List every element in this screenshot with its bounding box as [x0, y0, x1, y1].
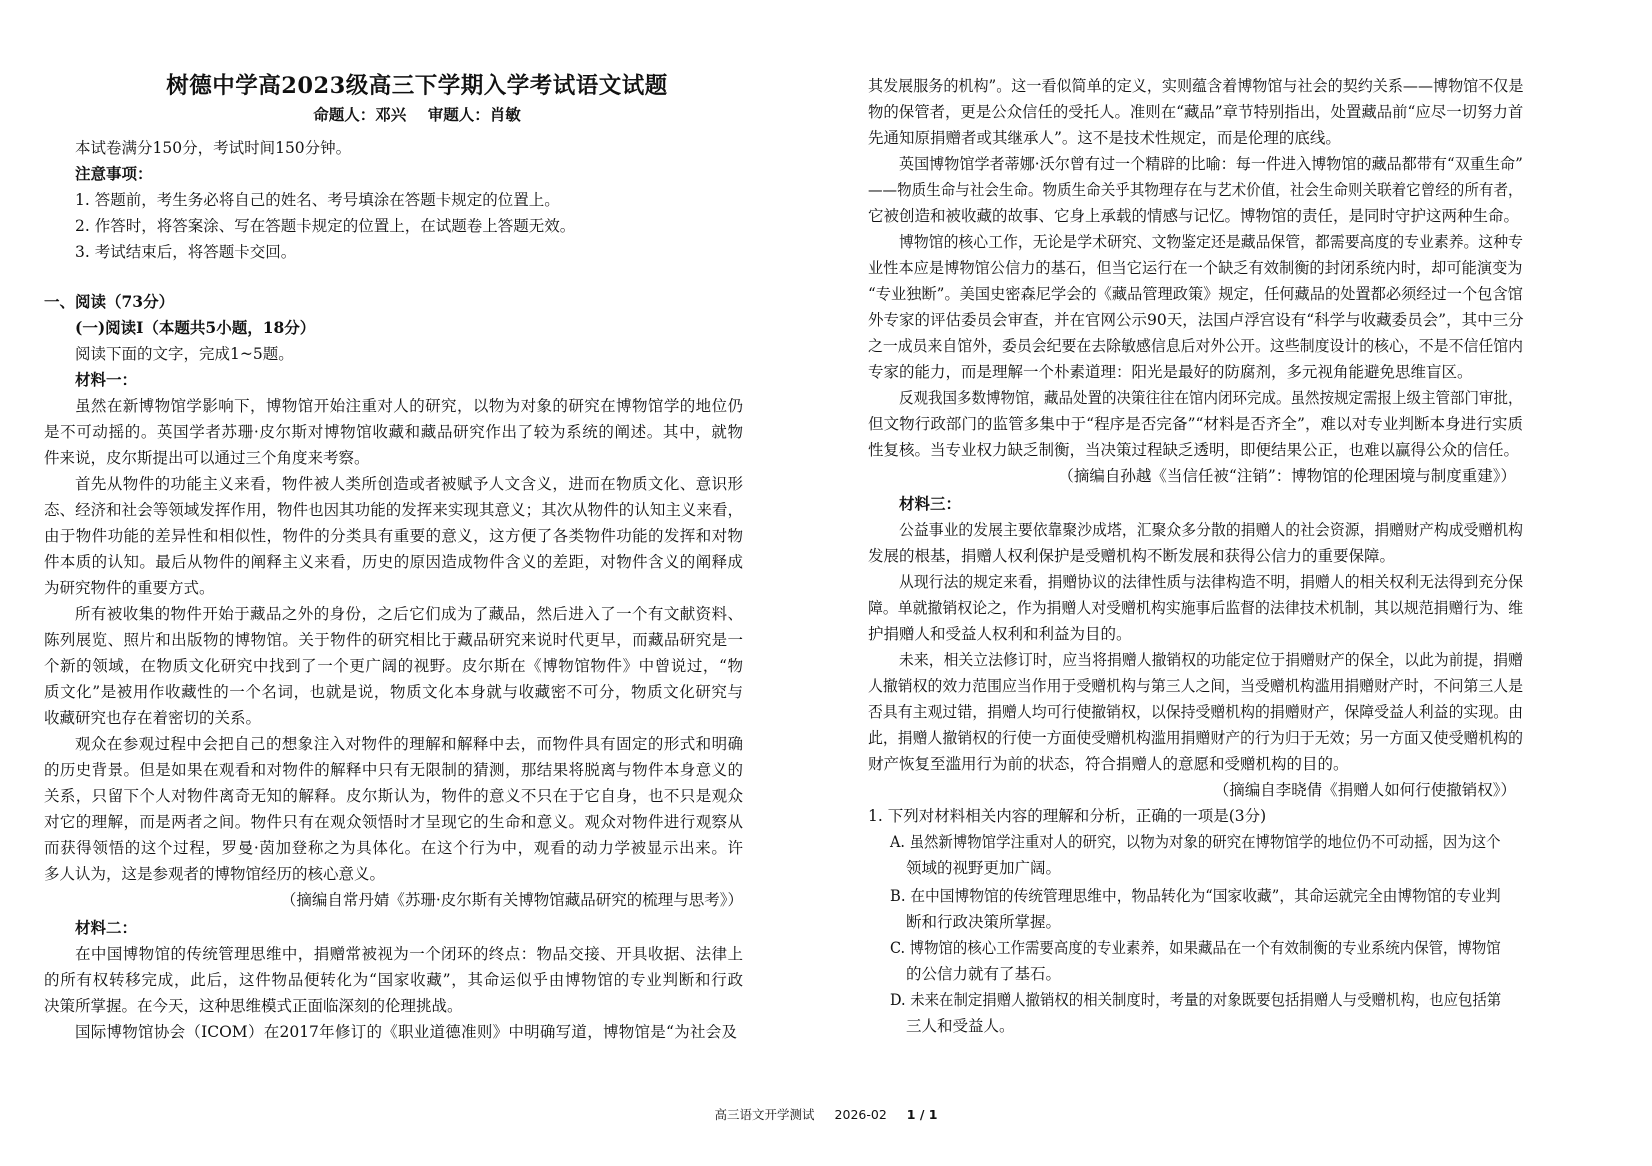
text-line: 的公信力就有了基石。 — [906, 965, 1062, 983]
text-line: 的所有权转移完成，此后，这件物品便转化为“国家收藏”，其命运似乎由博物馆的专业判断和行政 — [44, 971, 743, 989]
text-line: 护捐赠人和受益人权利和利益为目的。 — [868, 625, 1132, 643]
text-line: 多人认为，这是参观者的博物馆经历的核心意义。 — [44, 865, 386, 883]
text-line: 先通知原捐赠者或其继承人”。这不是技术性规定，而是伦理的底线。 — [868, 129, 1341, 147]
text-line: 为研究物件的重要方式。 — [44, 579, 215, 597]
text-line: 其发展服务的机构”。这一看似简单的定义，实则蕴含着博物馆与社会的契约关系——博物馆不仅是 — [868, 77, 1524, 95]
text-line: 财产恢复至滥用行为前的状态，符合捐赠人的意愿和受赠机构的目的。 — [868, 755, 1349, 773]
text-line: 发展的根基，捐赠人权利保护是受赠机构不断发展和获得公信力的重要保障。 — [868, 547, 1396, 565]
text-line: 阅读下面的文字，完成1~5题。 — [75, 345, 294, 363]
text-line: 断和行政决策所掌握。 — [906, 913, 1062, 931]
text-line: 反观我国多数博物馆，藏品处置的决策往往在馆内闭环完成。虽然按规定需报上级主管部门审批， — [899, 389, 1523, 407]
text-line: 博物馆的核心工作，无论是学术研究、文物鉴定还是藏品保管，都需要高度的专业素养。这种专 — [899, 233, 1523, 251]
text-line: 对它的理解，而是两者之间。物件只有在观众领悟时才呈现它的生命和意义。观众对物件进行观察从 — [44, 813, 743, 831]
text-line: 是不可动摇的。英国学者苏珊·皮尔斯对博物馆收藏和藏品研究作出了较为系统的阐述。其中，就物 — [44, 423, 743, 441]
text-line: 所有被收集的物件开始于藏品之外的身份，之后它们成为了藏品，然后进入了一个有文献资料、 — [75, 605, 743, 623]
text-line: 陈列展览、照片和出版物的博物馆。关于物件的研究相比于藏品研究来说时代更早，而藏品研究是一 — [44, 631, 743, 649]
reviewer: 审题人：肖敏 — [427, 105, 521, 124]
footer-date: 2026-02 — [834, 1107, 887, 1122]
text-line: （摘编自李晓倩《捐赠人如何行使撤销权》） — [1213, 781, 1516, 799]
text-line: 业性本应是博物馆公信力的基石，但当它运行在一个缺乏有效制衡的封闭系统内时，却可能演变为 — [868, 259, 1523, 277]
text-line: 障。单就撤销权论之，作为捐赠人对受赠机构实施事后监督的法律技术机制，其以规范捐赠行为、维 — [868, 599, 1524, 617]
text-line: 从现行法的规定来看，捐赠协议的法律性质与法律构造不明，捐赠人的相关权利无法得到充分保 — [899, 573, 1523, 591]
text-line: （摘编自孙越《当信任被“注销”：博物馆的伦理困境与制度重建》） — [1058, 467, 1516, 485]
text-line: 关系，只留下个人对物件离奇无知的解释。皮尔斯认为，物件的意义不只在于它自身，也不只是观众 — [44, 787, 743, 805]
text-line: ——物质生命与社会生命。物质生命关乎其物理存在与艺术价值，社会生命则关联着它曾经的所有者， — [868, 181, 1523, 199]
footer-subject: 高三语文开学测试 — [714, 1107, 815, 1122]
text-line: 否具有主观过错，捐赠人均可行使撤销权，以保持受赠机构的捐赠财产，保障受益人利益的实现。由 — [868, 703, 1524, 721]
text-line: 英国博物馆学者蒂娜·沃尔曾有过一个精辟的比喻：每一件进入博物馆的藏品都带有“双重生命” — [899, 155, 1523, 173]
text-line: 由于物件功能的差异性和相似性，物件的分类具有重要的意义，这方便了各类物件功能的发挥和对物 — [44, 527, 743, 545]
text-line: 首先从物件的功能主义来看，物件被人类所创造或者被赋予人文含义，进而在物质文化、意识形 — [75, 475, 743, 493]
text-line: 公益事业的发展主要依靠聚沙成塔，汇聚众多分散的捐赠人的社会资源，捐赠财产构成受赠机构 — [899, 521, 1523, 539]
setter: 命题人：邓兴 — [313, 105, 407, 124]
text-line: 材料二： — [75, 918, 138, 937]
text-line: 国际博物馆协会（ICOM）在2017年修订的《职业道德准则》中明确写道，博物馆是“为社会及 — [75, 1023, 737, 1041]
text-line: 虽然在新博物馆学影响下，博物馆开始注重对人的研究，以物为对象的研究在博物馆学的地位仍 — [75, 397, 743, 415]
text-line: 一、阅读（73分） — [44, 292, 175, 311]
text-line: 材料一： — [75, 370, 138, 389]
text-line: 之一成员来自馆外，委员会纪要在去除敏感信息后对外公开。这些制度设计的核心，不是不信任馆内 — [868, 337, 1524, 355]
text-line: 领域的视野更加广阔。 — [906, 859, 1062, 877]
text-line: 外专家的评估委员会审查，并在官网公示90天，法国卢浮宫设有“科学与收藏委员会”，其中三分 — [868, 311, 1524, 329]
text-line: 件来说，皮尔斯提出可以通过三个角度来考察。 — [44, 449, 370, 467]
text-line: 决策所掌握。在今天，这种思维模式正面临深刻的伦理挑战。 — [44, 997, 463, 1015]
text-line: B. 在中国博物馆的传统管理思维中，物品转化为“国家收藏”，其命运就完全由博物馆的专业判 — [890, 887, 1501, 905]
text-line: 收藏研究也存在着密切的关系。 — [44, 709, 262, 727]
text-line: “专业独断”。美国史密森尼学会的《藏品管理政策》规定，任何藏品的处置都必须经过一个包含馆 — [868, 285, 1523, 303]
text-line: D. 未来在制定捐赠人撤销权的相关制度时，考量的对象既要包括捐赠人与受赠机构，也应包括第 — [890, 991, 1502, 1009]
text-line: 注意事项： — [75, 164, 153, 183]
text-line: （摘编自常丹婧《苏珊·皮尔斯有关博物馆藏品研究的梳理与思考》） — [280, 891, 743, 909]
text-line: 的历史背景。但是如果在观看和对物件的解释中只有无限制的猜测，那结果将脱离与物件本身意义的 — [44, 761, 743, 779]
text-line: 而获得领悟的这个过程，罗曼·茵加登称之为具体化。在这个行为中，观看的动力学被显示出来。许 — [44, 839, 743, 857]
text-line: 它被创造和被收藏的故事、它身上承载的情感与记忆。博物馆的责任，是同时守护这两种生命。 — [868, 207, 1520, 225]
text-line: 物的保管者，更是公众信任的受托人。准则在“藏品”章节特别指出，处置藏品前“应尽一切努力首 — [868, 103, 1524, 121]
text-line: A. 虽然新博物馆学注重对人的研究，以物为对象的研究在博物馆学的地位仍不可动摇，因为这个 — [890, 833, 1501, 851]
text-line: 三人和受益人。 — [906, 1017, 1015, 1035]
text-line: 在中国博物馆的传统管理思维中，捐赠常被视为一个闭环的终点：物品交接、开具收据、法律上 — [75, 945, 743, 963]
text-line: 2. 作答时，将答案涂、写在答题卡规定的位置上，在试题卷上答题无效。 — [75, 217, 576, 235]
footer-page: 1 / 1 — [906, 1107, 938, 1122]
text-line: 未来，相关立法修订时，应当将捐赠人撤销权的功能定位于捐赠财产的保全，以此为前提，捐赠 — [899, 651, 1523, 669]
text-line: 件本质的认知。最后从物件的阐释主义来看，历史的原因造成物件含义的差距，对物件含义的阐释成 — [44, 553, 743, 571]
text-line: 但文物行政部门的监管多集中于“程序是否完备”“材料是否齐全”，难以对专业判断本身进行实质 — [868, 415, 1523, 433]
text-line: (一)阅读Ⅰ（本题共5小题，18分） — [75, 318, 316, 337]
text-line: 材料三： — [899, 494, 962, 513]
text-line: 3. 考试结束后，将答题卡交回。 — [75, 243, 297, 261]
text-line: 观众在参观过程中会把自己的想象注入对物件的理解和解释中去，而物件具有固定的形式和明确 — [75, 735, 743, 753]
text-line: 质文化”是被用作收藏性的一个名词，也就是说，物质文化本身就与收藏密不可分，物质文化研究与 — [44, 683, 743, 701]
text-line: 本试卷满分150分，考试时间150分钟。 — [75, 139, 352, 157]
text-line: 1. 答题前，考生务必将自己的姓名、考号填涂在答题卡规定的位置上。 — [75, 191, 560, 209]
text-line: C. 博物馆的核心工作需要高度的专业素养，如果藏品在一个有效制衡的专业系统内保管，博物馆 — [890, 939, 1501, 957]
authors-line — [44, 103, 790, 127]
text-line: 性复核。当专业权力缺乏制衡，当决策过程缺乏透明，即便结果公正，也难以赢得公众的信任。 — [868, 441, 1520, 459]
exam-title: 树德中学高2023级高三下学期入学考试语文试题 — [166, 73, 668, 99]
text-line: 专家的能力，而是理解一个朴素道理：阳光是最好的防腐剂，多元视角能避免思维盲区。 — [868, 363, 1473, 381]
text-line: 态、经济和社会等领域发挥作用，物件也因其功能的发挥来实现其意义；其次从物件的认知主义来看， — [44, 501, 743, 519]
text-line: 此，捐赠人撤销权的行使一方面使受赠机构滥用捐赠财产的行为归于无效；另一方面又使受赠机构的 — [868, 729, 1524, 747]
page-footer — [0, 1106, 1652, 1124]
text-line: 1. 下列对材料相关内容的理解和分析，正确的一项是(3分) — [868, 807, 1267, 825]
text-line: 个新的领域，在物质文化研究中找到了一个更广阔的视野。皮尔斯在《博物馆物件》中曾说过，“物 — [44, 657, 743, 675]
text-line: 人撤销权的效力范围应当作用于受赠机构与第三人之间，当受赠机构滥用捐赠财产时，不问第三人是 — [868, 677, 1524, 695]
